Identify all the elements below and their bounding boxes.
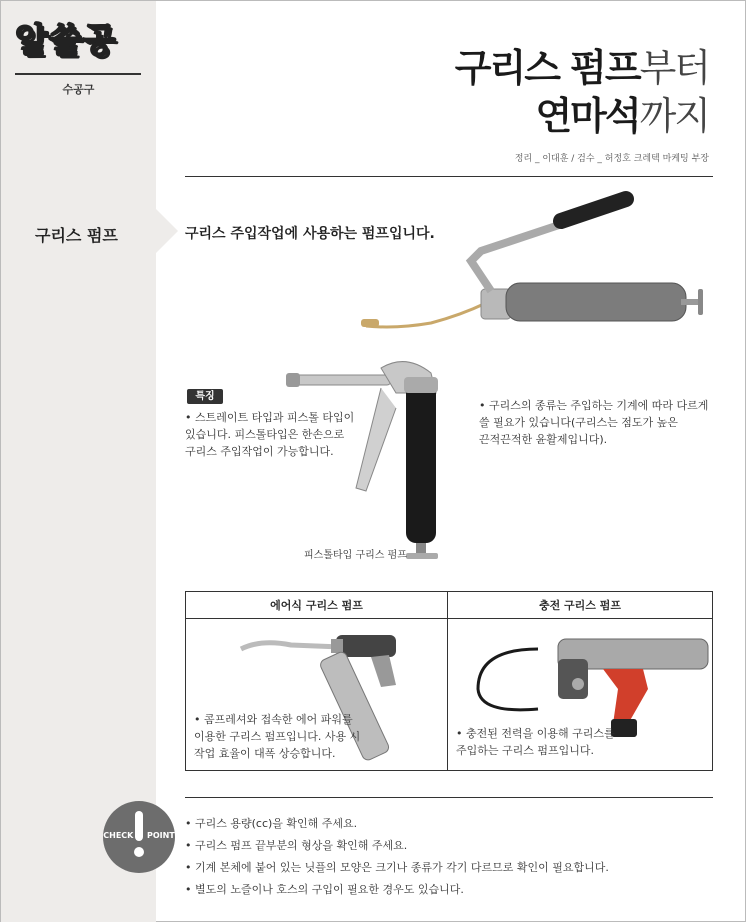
pump-type-table: [185, 591, 713, 771]
section-title: 구리스 펌프: [35, 226, 118, 245]
battery-pump-body: [448, 619, 712, 769]
checkpoint-list: [185, 813, 609, 901]
table-column-battery: [448, 592, 712, 770]
air-pump-body: [186, 619, 447, 769]
checkpoint-badge: [103, 801, 175, 873]
title-line2-light: 까지: [639, 94, 709, 138]
feature-text: • 스트레이트 타입과 피스톨 타입이 있습니다. 피스톨타입은 한손으로 구리스 주입작업이 가능합니다.: [185, 411, 355, 458]
grease-type-note: • 구리스의 종류는 주입하는 기계에 따라 다르게 쓸 필요가 있습니다(구리스는 점도가 높은 끈적끈적한 윤활제입니다).: [479, 399, 709, 446]
checkpoint-item: • 별도의 노즐이나 호스의 구입이 필요한 경우도 있습니다.: [185, 883, 464, 896]
credit-line: 정리 _ 이대훈 / 검수 _ 허정호 크레텍 마케팅 부장: [514, 154, 709, 164]
title-line2-bold: 연마석: [535, 94, 640, 138]
sidebar-pointer: [156, 209, 178, 253]
checkpoint-label-right: POINT: [146, 831, 175, 840]
table-column-air: [186, 592, 448, 770]
air-pump-text: • 콤프레셔와 접속한 에어 파워를 이용한 구리스 펌프입니다. 사용 시 작업 효율이 대폭 상승합니다.: [194, 713, 361, 760]
brand-logo: 알쓸공: [15, 21, 117, 61]
checkpoint-divider: [185, 797, 713, 798]
checkpoint-item: • 구리스 펌프 끝부분의 형상을 확인해 주세요.: [185, 839, 408, 852]
battery-pump-text: • 충전된 전력을 이용해 구리스를 주입하는 구리스 펌프입니다.: [456, 727, 615, 757]
sidebar: [1, 1, 156, 922]
section-description: 구리스 주입작업에 사용하는 펌프입니다.: [185, 226, 435, 242]
checkpoint-label: [103, 831, 175, 840]
pistol-caption: 피스톨타입 구리스 펌프: [304, 550, 407, 561]
header-divider: [185, 176, 713, 177]
checkpoint-item: • 구리스 용량(cc)을 확인해 주세요.: [185, 817, 358, 830]
lever-grease-gun-image: [356, 191, 716, 341]
page-title-line2: [535, 85, 709, 140]
pistol-grease-gun-image: [286, 353, 456, 568]
exclamation-dot-icon: [134, 847, 144, 857]
checkpoint-item: • 기계 본체에 붙어 있는 닛플의 모양은 크기나 종류가 각기 다르므로 확인이 필요합니다.: [185, 861, 609, 874]
feature-badge: 특징: [187, 389, 223, 404]
section-category: 수공구: [62, 83, 95, 96]
checkpoint-label-left: CHECK: [103, 831, 134, 840]
page-title-line1: [455, 37, 709, 92]
battery-pump-header: 충전 구리스 펌프: [448, 592, 712, 619]
title-line1-light: 부터: [639, 46, 709, 90]
air-pump-header: 에어식 구리스 펌프: [186, 592, 447, 619]
logo-divider: [15, 73, 141, 75]
title-line1-bold: 구리스 펌프: [454, 46, 640, 90]
